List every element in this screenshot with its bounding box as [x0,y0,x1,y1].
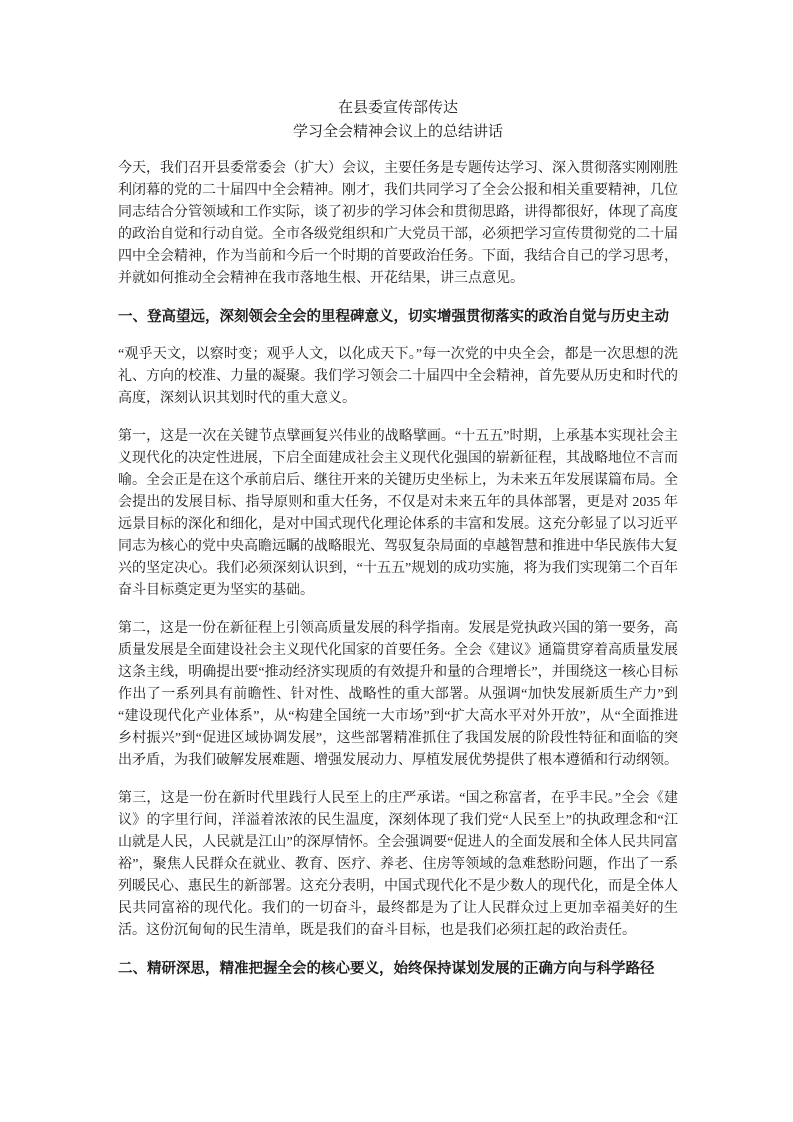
point-2-paragraph: 第二，这是一份在新征程上引领高质量发展的科学指南。发展是党执政兴国的第一要务，高质量发展是全面建设社会主义现代化国家的首要任务。全会《建议》通篇贯穿着高质量发展这条主线，明确提出要“推动经济实现质的有效提升和量的合理增长”，并围绕这一核心目标作出了一系列具有前瞻性、针对性、战略性的重大部署。从强调“加快发展新质生产力”到“建设现代化产业体系”，从“构建全国统一大市场”到“扩大高水平对外开放”，从“全面推进乡村振兴”到“促进区域协调发展”，这些部署精准抓住了我国发展的阶段性特征和面临的突出矛盾，为我们破解发展难题、增强发展动力、厚植发展优势提供了根本遵循和行动纲领。 [118,621,678,768]
section-1-lead-paragraph: “观乎天文，以察时变；观乎人文，以化成天下。”每一次党的中央全会，都是一次思想的洗礼、方向的校准、力量的凝聚。我们学习领会二十届四中全会精神，首先要从历史和时代的高度，深刻认识其划时代的重大意义。 [118,347,678,406]
point-1-paragraph: 第一，这是一次在关键节点擘画复兴伟业的战略擘画。“十五五”时期，上承基本实现社会主义现代化的决定性进展，下启全面建成社会主义现代化强国的崭新征程，其战略地位不言而喻。全会正是在这个承前启后、继往开来的关键历史坐标上，为未来五年发展谋篇布局。全会提出的发展目标、指导原则和重大任务，不仅是对未来五年的具体部署，更是对 2035 年远景目标的深化和细化，是对中国式现代化理论体系的丰富和发展。这充分彰显了以习近平同志为核心的党中央高瞻远瞩的战略眼光、驾驭复杂局面的卓越智慧和推进中华民族伟大复兴的坚定决心。我们必须深刻认识到，“十五五”规划的成功实施，将为我们实现第二个百年奋斗目标奠定更为坚实的基础。 [118,429,678,598]
doc-title-line-1: 在县委宣传部传达 [337,100,458,116]
doc-body [118,158,678,980]
point-3-paragraph: 第三，这是一份在新时代里践行人民至上的庄严承诺。“国之称富者，在乎丰民。”全会《建议》的字里行间，洋溢着浓浓的民生温度，深刻体现了我们党“人民至上”的执政理念和“江山就是人民，人民就是江山”的深厚情怀。全会强调要“促进人的全面发展和全体人民共同富裕”，聚焦人民群众在就业、教育、医疗、养老、住房等领域的急难愁盼问题，作出了一系列暖民心、惠民生的新部署。这充分表明，中国式现代化不是少数人的现代化，而是全体人民共同富裕的现代化。我们的一切奋斗，最终都是为了让人民群众过上更加幸福美好的生活。这份沉甸甸的民生清单，既是我们的奋斗目标，也是我们必须扛起的政治责任。 [118,791,678,938]
intro-paragraph: 今天，我们召开县委常委会（扩大）会议，主要任务是专题传达学习、深入贯彻落实刚刚胜利闭幕的党的二十届四中全会精神。刚才，我们共同学习了全会公报和相关重要精神，几位同志结合分管领域和工作实际，谈了初步的学习体会和贯彻思路，讲得都很好，体现了高度的政治自觉和行动自觉。全市各级党组织和广大党员干部，必须把学习宣传贯彻党的二十届四中全会精神，作为当前和今后一个时期的首要政治任务。下面，我结合自己的学习思考，并就如何推动全会精神在我市落地生根、开花结果，讲三点意见。 [118,161,678,286]
section-1-heading: 一、登高望远，深刻领会全会的里程碑意义，切实增强贯彻落实的政治自觉与历史主动 [118,309,669,325]
doc-title-line-2: 学习全会精神会议上的总结讲话 [292,124,503,140]
doc-title [118,96,678,144]
section-2-heading: 二、精研深思，精准把握全会的核心要义，始终保持谋划发展的正确方向与科学路径 [118,961,655,977]
